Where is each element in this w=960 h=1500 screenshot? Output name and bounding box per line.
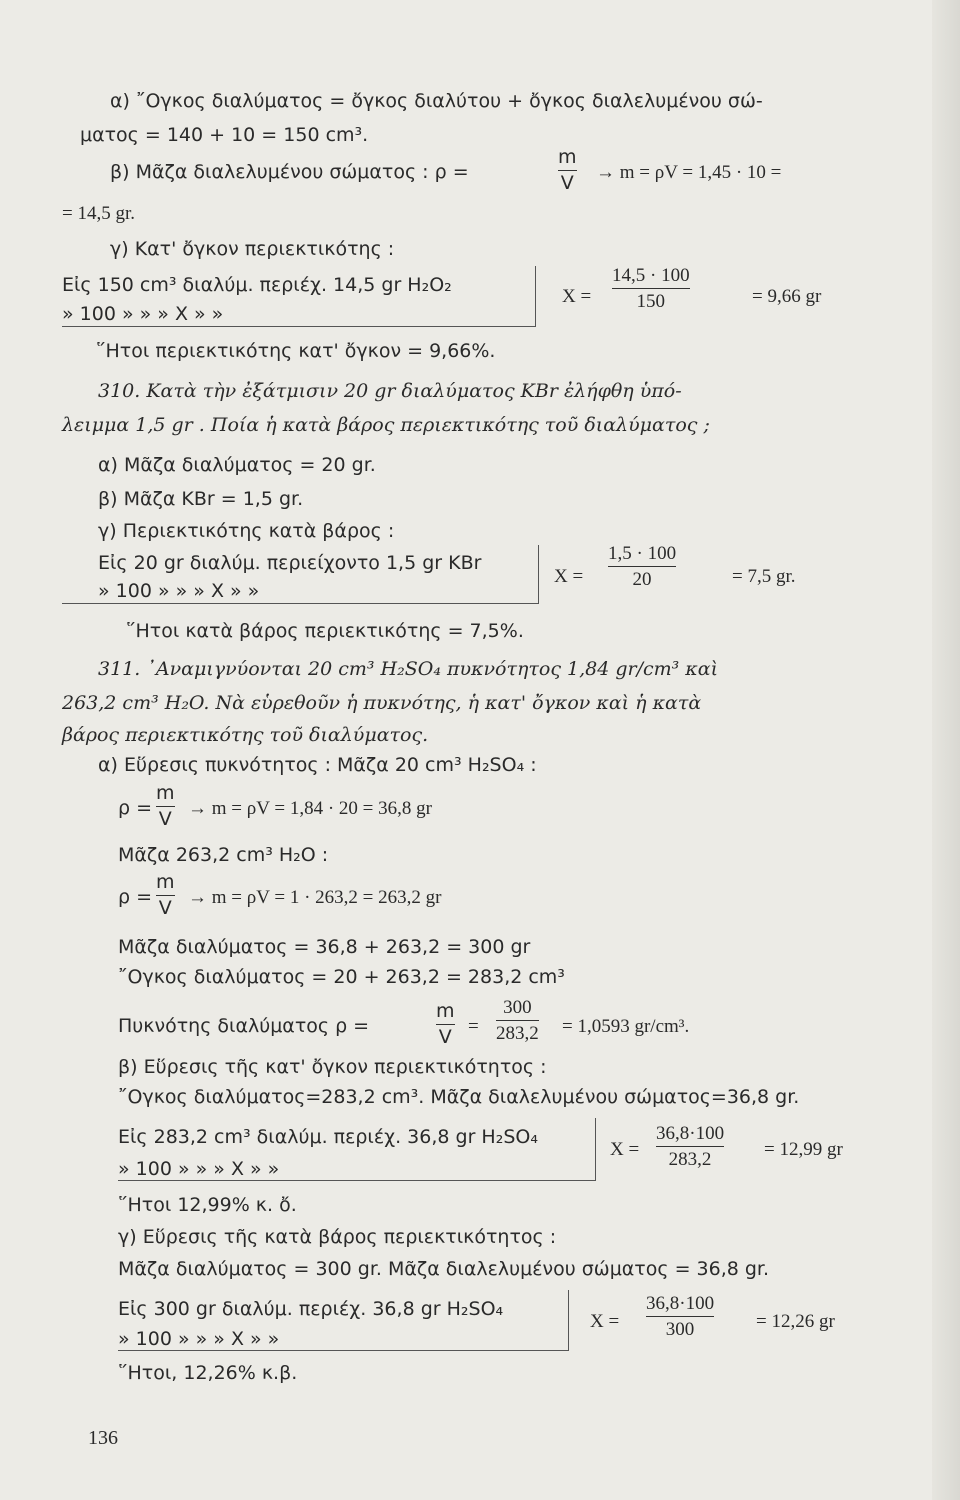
fraction-denominator: 283,2 <box>496 1023 539 1044</box>
p310-title-line2: λειμμα 1,5 gr . Ποία ἡ κατὰ βάρος περιεκτικότης τοῦ διαλύματος ; <box>62 414 710 436</box>
p310-underline <box>62 603 539 604</box>
p311-a-title: α) Εὕρεσις πυκνότητος : Μᾶζα 20 cm³ H₂SO₄ : <box>98 754 537 776</box>
fraction-denominator: 283,2 <box>668 1149 712 1170</box>
sec1-b-line2: = 14,5 gr. <box>62 203 135 224</box>
p311-rho2-result: → m = ρV = 1 · 263,2 = 263,2 gr <box>188 887 442 908</box>
p311-density-fraction <box>496 998 539 1043</box>
sec1-result: ῞Ητοι περιεκτικότης κατ' ὄγκον = 9,66%. <box>96 340 496 362</box>
p311-b-rule-row2: » 100 » » » X » » <box>118 1158 280 1180</box>
fraction-denominator: V <box>560 172 574 194</box>
p311-b-x-label: X = <box>610 1139 640 1160</box>
p311-title-line3: βάρος περιεκτικότης τοῦ διαλύματος. <box>62 724 429 746</box>
p311-title-line1: 311. ᾿Αναμιγνύονται 20 cm³ H₂SO₄ πυκνότητος 1,84 gr/cm³ καὶ <box>98 658 719 680</box>
sec1-b-result: → m = ρV = 1,45 · 10 = <box>596 162 782 183</box>
sec1-b-fraction <box>558 148 577 193</box>
fraction-numerator: 36,8·100 <box>646 1293 715 1314</box>
sec1-rule-row1: Εἰς 150 cm³ διαλύμ. περιέχ. 14,5 gr H₂O₂ <box>62 274 452 296</box>
fraction-denominator: 300 <box>665 1319 695 1340</box>
p311-b-rule-row1: Εἰς 283,2 cm³ διαλύμ. περιέχ. 36,8 gr H₂SO₄ <box>118 1126 538 1148</box>
fraction-numerator: m <box>558 146 577 168</box>
sec1-divider <box>535 266 536 326</box>
p311-g-underline <box>118 1350 569 1351</box>
p311-water-mass: Μᾶζα 263,2 cm³ H₂O : <box>118 844 329 866</box>
sec1-a-line1: α) ῎Ογκος διαλύματος = ὄγκος διαλύτου + ὄγκος διαλελυμένου σώ- <box>110 90 763 112</box>
fraction-numerator: m <box>436 1000 455 1022</box>
p311-title-line2: 263,2 cm³ H₂O. Νὰ εὑρεθοῦν ἡ πυκνότης, ἡ κατ' ὄγκον καὶ ἡ κατὰ <box>62 692 702 714</box>
p310-title-line1: 310. Κατὰ τὴν ἐξάτμισιν 20 gr διαλύματος KBr ἐλήφθη ὑπό- <box>98 380 682 402</box>
p310-g: γ) Περιεκτικότης κατὰ βάρος : <box>98 520 395 542</box>
p311-g-x-label: X = <box>590 1311 620 1332</box>
p311-rho1-fraction <box>156 784 175 829</box>
p310-a: α) Μᾶζα διαλύματος = 20 gr. <box>98 454 376 476</box>
p311-g-x-result: = 12,26 gr <box>756 1311 835 1332</box>
p310-rule-row2: » 100 » » » X » » <box>98 580 260 602</box>
p311-b-divider <box>595 1118 596 1180</box>
p311-b-line: ῎Ογκος διαλύματος=283,2 cm³. Μᾶζα διαλελυμένου σώματος=36,8 gr. <box>118 1086 800 1108</box>
fraction-numerator: m <box>156 782 175 804</box>
p311-b-title: β) Εὕρεσις τῆς κατ' ὄγκον περιεκτικότητος : <box>118 1056 547 1078</box>
sec1-rule-row2: » 100 » » » X » » <box>62 303 224 325</box>
sec1-underline <box>62 326 536 327</box>
p310-x-fraction <box>608 544 676 589</box>
fraction-denominator: V <box>158 808 172 830</box>
p311-density-mv-fraction <box>436 1002 455 1047</box>
p310-divider <box>538 545 539 603</box>
fraction-numerator: 1,5 · 100 <box>608 543 677 564</box>
p311-rho2-fraction <box>156 873 175 918</box>
p311-density-equals: = <box>468 1016 479 1037</box>
sec1-x-fraction <box>612 266 690 311</box>
p311-g-rule-row2: » 100 » » » X » » <box>118 1328 280 1350</box>
fraction-denominator: V <box>158 897 172 919</box>
p311-b-x-result: = 12,99 gr <box>764 1139 843 1160</box>
p311-g-title: γ) Εὕρεσις τῆς κατὰ βάρος περιεκτικότητος : <box>118 1226 557 1248</box>
p311-g-divider <box>568 1290 569 1350</box>
sec1-g-title: γ) Κατ' ὄγκον περιεκτικότης : <box>110 238 395 260</box>
p311-mass-solution: Μᾶζα διαλύματος = 36,8 + 263,2 = 300 gr <box>118 936 531 958</box>
p311-rho2-label: ρ = <box>118 886 153 908</box>
fraction-denominator: 150 <box>636 291 666 312</box>
fraction-numerator: 300 <box>503 997 532 1018</box>
sec1-x-result: = 9,66 gr <box>752 286 822 307</box>
p310-rule-row1: Εἰς 20 gr διαλύμ. περιείχοντο 1,5 gr KBr <box>98 552 482 574</box>
p311-b-underline <box>118 1180 596 1181</box>
fraction-numerator: m <box>156 871 175 893</box>
p311-density-label: Πυκνότης διαλύματος ρ = <box>118 1015 370 1037</box>
p311-g-line: Μᾶζα διαλύματος = 300 gr. Μᾶζα διαλελυμένου σώματος = 36,8 gr. <box>118 1258 770 1280</box>
sec1-b-line: β) Μᾶζα διαλελυμένου σώματος : ρ = <box>110 161 469 183</box>
p310-b: β) Μᾶζα KBr = 1,5 gr. <box>98 488 304 510</box>
p311-b-x-fraction <box>656 1124 724 1169</box>
page-margin-shadow <box>932 0 960 1500</box>
p311-rho1-label: ρ = <box>118 797 153 819</box>
p311-b-result: ῞Ητοι 12,99% κ. ὄ. <box>118 1194 297 1216</box>
p311-volume-solution: ῎Ογκος διαλύματος = 20 + 263,2 = 283,2 cm³ <box>118 966 565 988</box>
p311-g-x-fraction <box>646 1294 714 1339</box>
p311-g-rule-row1: Εἰς 300 gr διαλύμ. περιέχ. 36,8 gr H₂SO₄ <box>118 1298 504 1320</box>
fraction-numerator: 14,5 · 100 <box>612 265 690 286</box>
p311-density-result: = 1,0593 gr/cm³. <box>562 1016 690 1037</box>
sec1-a-line2: ματος = 140 + 10 = 150 cm³. <box>80 124 369 146</box>
fraction-denominator: 20 <box>632 569 652 590</box>
p311-g-result: ῞Ητοι, 12,26% κ.β. <box>118 1362 298 1384</box>
p311-rho1-result: → m = ρV = 1,84 · 20 = 36,8 gr <box>188 798 432 819</box>
fraction-denominator: V <box>438 1026 452 1048</box>
sec1-x-label: X = <box>562 286 592 307</box>
fraction-numerator: 36,8·100 <box>656 1123 725 1144</box>
p310-x-label: X = <box>554 566 584 587</box>
page-number: 136 <box>88 1427 118 1449</box>
p310-x-result: = 7,5 gr. <box>732 566 796 587</box>
p310-result: ῞Ητοι κατὰ βάρος περιεκτικότης = 7,5%. <box>126 620 524 642</box>
